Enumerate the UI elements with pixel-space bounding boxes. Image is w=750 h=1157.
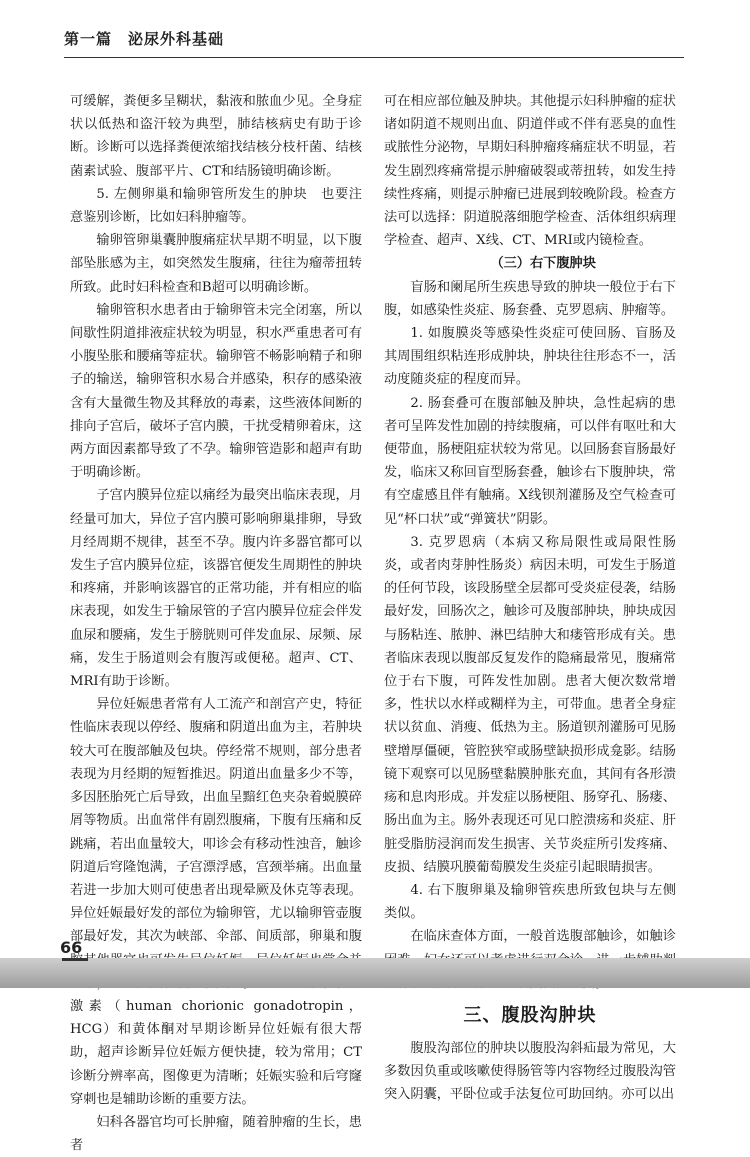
paragraph: 腹股沟部位的肿块以腹股沟斜疝最为常见，大多数因负重或咳嗽使得肠管等内容物经过腹股沟管突入阴囊，平卧位或手法复位可助回纳。亦可以出 [384,1040,676,1103]
paragraph: 异位妊娠患者常有人工流产和剖宫产史，特征性临床表现以停经、腹痛和阴道出血为主，若肿块较大可在腹部触及包块。停经常不规则，部分患者表现为月经期的短暂推迟。阴道出血量多少不等，多因胚胎死亡后导致，出血呈黯红色夹杂着蜕膜碎屑等物质。出血常伴有剧烈腹痛，下腹有压痛和反跳痛，若出血量较大，叩诊会有移动性浊音，触诊阴道后穹隆饱满，子宫漂浮感，宫颈举痛。出血量若进一步加大则可使患者出现晕厥及休克等表现。异位妊娠最好发的部位为输卵管，尤以输卵管壶腹部最好发，其次为峡部、伞部、间质部，卵巢和腹 激素（human chorionic gonadotropin，HCG）和黄体酮对早期诊断异位妊娠有很大帮助，超声诊断异位妊娠方便快捷，较为常用；CT诊断分辨率高，图像更为清晰；妊娠实验和后穹窿穿刺也是辅助诊断的重要方法。 [70,697,362,1107]
running-header: 第一篇 泌尿外科基础 [64,30,225,48]
subsection-heading: （三）右下腹肿块 [490,256,596,272]
paragraph: 2. 肠套叠可在腹部触及肿块，急性起病的患者可呈阵发性加剧的持续腹痛，可以伴有呕吐和大便带血，肠梗阻症状较为常见。以回肠套盲肠最好发，临床又称回盲型肠套叠，触诊右下腹肿块，常有空虚感且伴有触痛。X线钡剂灌肠及空气检查可见“杯口状”或“弹簧状”阴影。 [384,395,676,527]
footer-band [0,958,750,988]
paragraph: 妇科各器官均可长肿瘤，随着肿瘤的生长，患者 [70,1114,362,1154]
page-number: 66 [60,938,83,957]
paragraph: 3. 克罗恩病（本病又称局限性或局限性肠炎，或者肉芽肿性肠炎）病因未明，可发生于肠道的任何节段，该段肠壁全层都可受炎症侵袭，结肠最好发，回肠次之，触诊可及腹部肿块，肿块成因与肠粘连、脓肿、淋巴结肿大和瘘管形成有关。患者临床表现以腹部反复发作的隐痛最常见，腹痛常位于右下腹，可阵发性加剧。患者大便次数常增多，性状以水样或糊样为主，可带血。患者全身症状以贫血、消瘦、低热为主。肠道钡剂灌肠可见肠壁增厚僵硬，管腔狭窄或肠壁缺损形成龛影。结肠镜下观察可以见肠壁黏膜肿胀充血，其间有各形溃疡和息肉形成。并发症以肠梗阻、肠穿孔、肠瘘、肠出血为主。肠外表现还可见口腔溃疡和炎症、肝脏受脂肪浸润而发生损害、关节炎症所引发疼痛、皮损、结膜巩膜葡萄膜发生炎症引起眼睛损害。 [384,534,676,875]
paragraph: 可缓解，粪便多呈糊状，黏液和脓血少见。全身症状以低热和盗汗较为典型，肺结核病史有助于诊断。诊断可以选择粪便浓缩找结核分枝杆菌、结核菌素试验、腹部平片、CT和结肠镜明确诊断。 [70,94,362,179]
section-heading: 三、腹股沟肿块 [463,1004,597,1026]
paragraph: 在临床查体方面，一般首选腹部触诊，如触诊 [410,929,676,945]
header-rule [64,57,684,58]
paragraph: 1. 如腹膜炎等感染性炎症可使回肠、盲肠及其周围组织粘连形成肿块，肿块往往形态不一，活动度随炎症的程度而异。 [384,326,676,388]
footer-accent-line [62,958,88,961]
right-column [384,90,676,1107]
paragraph: 盲肠和阑尾所生疾患导致的肿块一般位于右下腹，如感染性炎症、肠套叠、克罗恩病、肿瘤等。 [384,279,676,318]
paragraph: 子宫内膜异位症以痛经为最突出临床表现，月经量可加大，异位子宫内膜可影响卵巢排卵，导致月经周期不规律，甚至不孕。腹内许多器官都可以发生子宫内膜异位症，该器官便发生周期性的肿块和疼痛，并影响该器官的正常功能，并有相应的临床表现，如发生于输尿管的子宫内膜异位症会伴发血尿和腰痛，发生于膀胱则可伴发血尿、尿频、尿痛，发生于肠道则会有腹泻或便秘。超声、CT、MRI有助于诊断。 [70,488,362,690]
paragraph: 4. 右下腹卵巢及输卵管疾患所致包块与左侧类似。 [384,882,676,922]
paragraph: 可在相应部位触及肿块。其他提示妇科肿瘤的症状诸如阴道不规则出血、阴道伴或不伴有恶臭的血性或脓性分泌物，早期妇科肿瘤疼痛症状不明显，若发生剧烈疼痛常提示肿瘤破裂或蒂扭转，如发生持续性疼痛，则提示肿瘤已进展到较晚阶段。检查方法可以选择：阴道脱落细胞学检查、活体组织病理学检查、超声、X线、CT、MRI或内镜检查。 [384,94,676,249]
paragraph: 输卵管积水患者由于输卵管未完全闭塞，所以间歇性阴道排液症状较为明显，积水严重患者可有小腹坠胀和腰痛等症状。输卵管不畅影响精子和卵子的输送，输卵管积水易合并感染，积存的感染液含有大量微生物及其释放的毒素，这些液体间断的排向子宫后，破坏子宫内膜，干扰受精卵着床，这两方面因素都导致了不孕。输卵管造影和超声有助于明确诊断。 [70,302,362,481]
left-column [70,90,362,1157]
paragraph: 5. 左侧卵巢和输卵管所发生的肿块 也要注意鉴别诊断，比如妇科肿瘤等。 [70,186,362,226]
paragraph: 输卵管卵巢囊肿腹痛症状早期不明显，以下腹部坠胀感为主，如突然发生腹痛，往往为瘤蒂扭转所致。此时妇科检查和B超可以明确诊断。 [70,233,362,295]
